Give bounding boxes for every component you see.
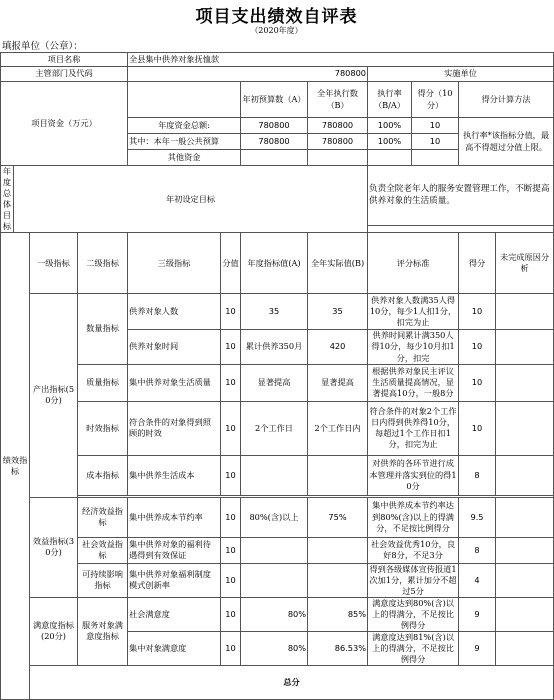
level2-sustainable: 可持续影响指标 bbox=[78, 563, 128, 597]
indicator-score: 8 bbox=[459, 537, 496, 563]
indicator-actual: 75% bbox=[308, 497, 368, 537]
indicator-points: 10 bbox=[221, 537, 241, 563]
funds-row-budget: 780800 bbox=[241, 134, 308, 150]
indicator-target: 80% bbox=[241, 597, 308, 631]
perf-label: 绩效指标 bbox=[1, 233, 30, 700]
funds-row-score: 10 bbox=[412, 134, 459, 150]
funds-header-budget: 年初预算数（A） bbox=[241, 82, 308, 118]
indicator-standard: 社会效益优秀10分，良好8分，不足3分 bbox=[368, 537, 459, 563]
funds-row-rate bbox=[368, 150, 412, 166]
indicator-score: 10 bbox=[459, 364, 496, 401]
level2-service-satisfaction: 服务对象满意度指标 bbox=[78, 597, 128, 665]
filing-unit-label: 填报单位（公章）： bbox=[2, 41, 83, 52]
funds-label: 项目资金（万元） bbox=[1, 82, 128, 166]
funds-row-rate: 100% bbox=[368, 134, 412, 150]
level3-item: 供养对象时间 bbox=[128, 330, 221, 364]
indicator-standard: 供养时间累计满350人得10分，每少10月扣1分，扣完 bbox=[368, 330, 459, 364]
funds-row-executed: 780800 bbox=[308, 118, 368, 134]
level2-quantity: 数量指标 bbox=[78, 294, 128, 364]
level2-economic: 经济效益指标 bbox=[78, 497, 128, 537]
indicator-actual bbox=[308, 563, 368, 597]
level3-item: 社会满意度 bbox=[128, 597, 221, 631]
indicator-target bbox=[241, 455, 308, 495]
funds-row-rate: 100% bbox=[368, 118, 412, 134]
indicator-target: 80% bbox=[241, 631, 308, 665]
perf-header-reason: 未完成原因分析 bbox=[496, 233, 554, 294]
indicator-score: 8 bbox=[459, 455, 496, 495]
perf-header-score: 得分 bbox=[459, 233, 496, 294]
indicator-standard: 集中供养成本节约率达到80%(含)以上的得满分，不足按比例得分 bbox=[368, 497, 459, 537]
level3-item: 集中供养成本节约率 bbox=[128, 497, 221, 537]
indicator-points: 10 bbox=[221, 563, 241, 597]
indicator-reason bbox=[496, 364, 554, 401]
funds-row-name: 其中：本年一般公共预算 bbox=[128, 134, 241, 150]
indicator-score: 10 bbox=[459, 330, 496, 364]
indicator-standard: 对供养的各环节进行成本管理并落实到位的得10分 bbox=[368, 455, 459, 495]
level1-benefit: 效益指标(30分) bbox=[30, 497, 78, 597]
indicator-actual: 86.53% bbox=[308, 631, 368, 665]
funds-row-executed: 780800 bbox=[308, 134, 368, 150]
annual-goal-spacer bbox=[368, 226, 554, 233]
annual-goal-text: 负责全院老年人的服务安置管理工作，不断提高供养对象的生活质量。 bbox=[368, 166, 554, 226]
evaluation-sheet bbox=[0, 52, 554, 700]
funds-row-budget bbox=[241, 150, 308, 166]
page-title: 项目支出绩效自评表 bbox=[195, 7, 358, 27]
level1-satisfaction: 满意度指标(20分) bbox=[30, 597, 78, 665]
annual-goal-label: 年度总体目标 bbox=[1, 166, 14, 233]
indicator-standard: 根据供养对象民主评议生活质量提高情况，显著提高10分，一般8分 bbox=[368, 364, 459, 401]
level3-item: 集中供养生活成本 bbox=[128, 455, 221, 495]
indicator-target: 80%(含)以上 bbox=[241, 497, 308, 537]
indicator-points: 10 bbox=[221, 330, 241, 364]
funds-row-name: 其他资金 bbox=[128, 150, 241, 166]
indicator-standard: 供养对象人数满35人得10分，每少1人扣1分，扣完为止 bbox=[368, 294, 459, 330]
indicator-reason bbox=[496, 497, 554, 537]
indicator-reason bbox=[496, 401, 554, 455]
indicator-points: 10 bbox=[221, 497, 241, 537]
funds-row-score: 10 bbox=[412, 118, 459, 134]
funds-header-method: 得分计算方法 bbox=[459, 82, 554, 118]
indicator-score: 9 bbox=[459, 597, 496, 631]
indicator-score: 9 bbox=[459, 631, 496, 665]
funds-header-executed: 全年执行数（B） bbox=[308, 82, 368, 118]
annual-goal-col-label: 年初设定目标 bbox=[14, 166, 368, 233]
indicator-points: 10 bbox=[221, 294, 241, 330]
funds-row-executed bbox=[308, 150, 368, 166]
perf-header-level3: 三级指标 bbox=[128, 233, 221, 294]
perf-header-level2: 二级指标 bbox=[78, 233, 128, 294]
perf-header-standard: 评分标准 bbox=[368, 233, 459, 294]
total-label: 总分 bbox=[30, 666, 554, 700]
funds-header-rate: 执行率（B/A） bbox=[368, 82, 412, 118]
indicator-score: 9.5 bbox=[459, 497, 496, 537]
indicator-standard: 满意度达到80%(含)以上的得满分，不足按比例得分 bbox=[368, 597, 459, 631]
funds-row-name: 年度资金总额: bbox=[128, 118, 241, 134]
dept-label: 主管部门及代码 bbox=[1, 67, 128, 82]
level2-quality: 质量指标 bbox=[78, 364, 128, 401]
indicator-standard: 符合条件的对象2个工作日内得到供养得10分，每超过1个工作日扣1分，扣完为止 bbox=[368, 401, 459, 455]
indicator-actual bbox=[308, 537, 368, 563]
indicator-target: 显著提高 bbox=[241, 364, 308, 401]
level3-item: 集中供养对象生活质量 bbox=[128, 364, 221, 401]
level2-timeliness: 时效指标 bbox=[78, 401, 128, 455]
indicator-score: 10 bbox=[459, 401, 496, 455]
indicator-reason bbox=[496, 330, 554, 364]
indicator-reason bbox=[496, 597, 554, 631]
indicator-actual: 35 bbox=[308, 294, 368, 330]
indicator-actual: 420 bbox=[308, 330, 368, 364]
perf-header-target: 年度指标值(A) bbox=[241, 233, 308, 294]
perf-header-level1: 一级指标 bbox=[30, 233, 78, 294]
level3-item: 集中供养对象的福利待遇得到有效保证 bbox=[128, 537, 221, 563]
indicator-target bbox=[241, 563, 308, 597]
funds-header-score: 得分（10分） bbox=[412, 82, 459, 118]
report-year: （2020年度） bbox=[250, 26, 303, 35]
perf-header-actual: 全年实际值(B) bbox=[308, 233, 368, 294]
funds-method: 执行率*该指标分值，最高不得超过分值上限。 bbox=[459, 118, 554, 166]
indicator-target: 2个工作日 bbox=[241, 401, 308, 455]
dept-code: 780800 bbox=[128, 67, 368, 82]
perf-header-points: 分值 bbox=[221, 233, 241, 294]
indicator-points: 10 bbox=[221, 364, 241, 401]
indicator-target bbox=[241, 537, 308, 563]
level1-output: 产出指标(50分) bbox=[30, 294, 78, 497]
level3-item: 集中对象满意度 bbox=[128, 631, 221, 665]
indicator-points: 10 bbox=[221, 631, 241, 665]
indicator-actual: 2个工作日内 bbox=[308, 401, 368, 455]
level3-item: 符合条件的对象得到照顾的时效 bbox=[128, 401, 221, 455]
funds-blank-header bbox=[128, 82, 241, 118]
level3-item: 集中供养对象福利制度模式创新率 bbox=[128, 563, 221, 597]
level2-social: 社会效益指标 bbox=[78, 537, 128, 563]
indicator-reason bbox=[496, 294, 554, 330]
indicator-actual: 显著提高 bbox=[308, 364, 368, 401]
project-name-value: 全县集中供养对象抚恤款 bbox=[128, 53, 554, 67]
indicator-actual bbox=[308, 455, 368, 495]
indicator-reason bbox=[496, 631, 554, 665]
indicator-target: 累计供养350月 bbox=[241, 330, 308, 364]
impl-unit-label: 实施单位 bbox=[368, 67, 554, 82]
level2-cost: 成本指标 bbox=[78, 455, 128, 495]
indicator-reason bbox=[496, 563, 554, 597]
indicator-points: 10 bbox=[221, 401, 241, 455]
indicator-reason bbox=[496, 537, 554, 563]
indicator-actual: 85% bbox=[308, 597, 368, 631]
indicator-score: 4 bbox=[459, 563, 496, 597]
funds-row-budget: 780800 bbox=[241, 118, 308, 134]
project-name-label: 项目名称 bbox=[1, 53, 128, 67]
indicator-target: 35 bbox=[241, 294, 308, 330]
indicator-standard: 满意度达到81%(含)以上的得满分，不足按比例得分 bbox=[368, 631, 459, 665]
indicator-points: 10 bbox=[221, 455, 241, 495]
indicator-reason bbox=[496, 455, 554, 495]
level3-item: 供养对象人数 bbox=[128, 294, 221, 330]
indicator-score: 10 bbox=[459, 294, 496, 330]
indicator-standard: 得到各级媒体宣传报道1次加1分，累计加分不超过5分 bbox=[369, 563, 457, 596]
indicator-points: 10 bbox=[221, 597, 241, 631]
funds-row-score bbox=[412, 150, 459, 166]
